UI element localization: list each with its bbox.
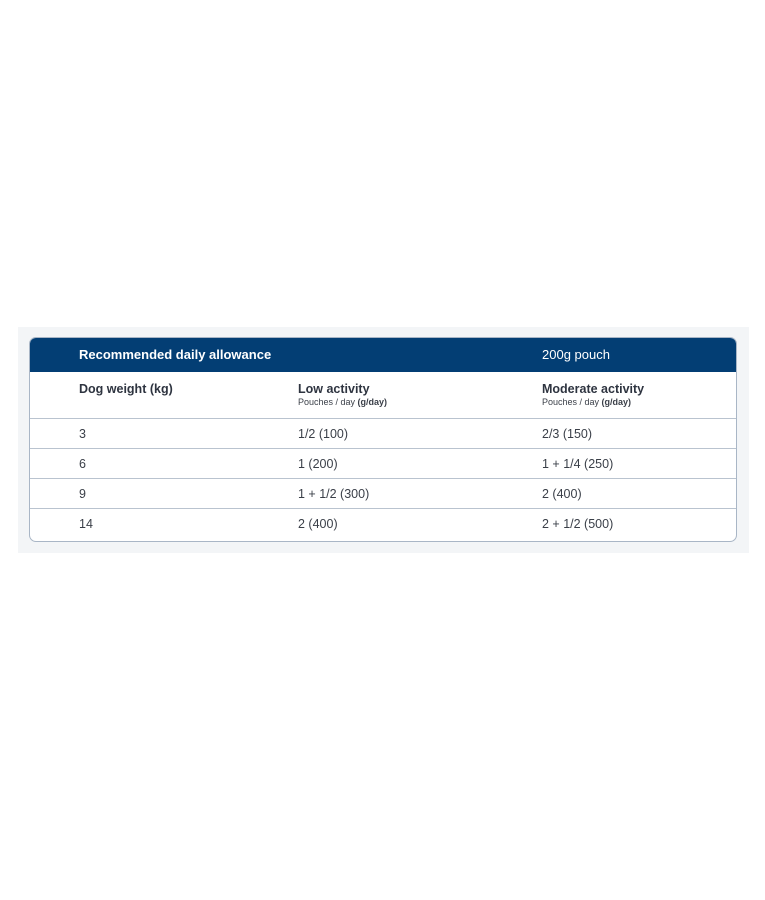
column-heading-weight-label: Dog weight (kg): [79, 382, 173, 396]
moderate-activity-cell: 2 + 1/2 (500): [542, 517, 614, 531]
moderate-activity-cell: 1 + 1/4 (250): [542, 457, 614, 471]
column-subheading-moderate-unit: (g/day): [601, 397, 632, 407]
column-heading-low-label: Low activity: [298, 382, 370, 396]
column-subheading-low-text: Pouches / day: [298, 397, 358, 407]
table-row: [30, 419, 736, 449]
column-heading-moderate-label: Moderate activity: [542, 382, 645, 396]
moderate-activity-cell: 2/3 (150): [542, 427, 593, 441]
table-row: [30, 509, 736, 539]
low-activity-cell: 1 + 1/2 (300): [298, 487, 370, 501]
moderate-activity-cell: 2 (400): [542, 487, 582, 501]
column-heading-moderate-activity: [542, 382, 644, 407]
table-row: [30, 449, 736, 479]
table-title: Recommended daily allowance: [79, 347, 272, 362]
column-subheading-moderate-text: Pouches / day: [542, 397, 602, 407]
column-subheading-moderate: [542, 397, 644, 407]
table-row: [30, 479, 736, 509]
low-activity-cell: 1 (200): [298, 457, 338, 471]
column-headings: [30, 372, 736, 419]
column-heading-weight: [79, 382, 173, 396]
weight-cell: 6: [79, 457, 86, 471]
weight-cell: 9: [79, 487, 86, 501]
weight-cell: 14: [79, 517, 93, 531]
pouch-size-label: 200g pouch: [542, 347, 610, 362]
column-subheading-low: [298, 397, 387, 407]
low-activity-cell: 2 (400): [298, 517, 338, 531]
column-heading-low-activity: [298, 382, 387, 407]
column-subheading-low-unit: (g/day): [357, 397, 388, 407]
low-activity-cell: 1/2 (100): [298, 427, 349, 441]
feeding-guide-table: [29, 337, 737, 542]
table-header-bar: [30, 338, 736, 372]
weight-cell: 3: [79, 427, 86, 441]
